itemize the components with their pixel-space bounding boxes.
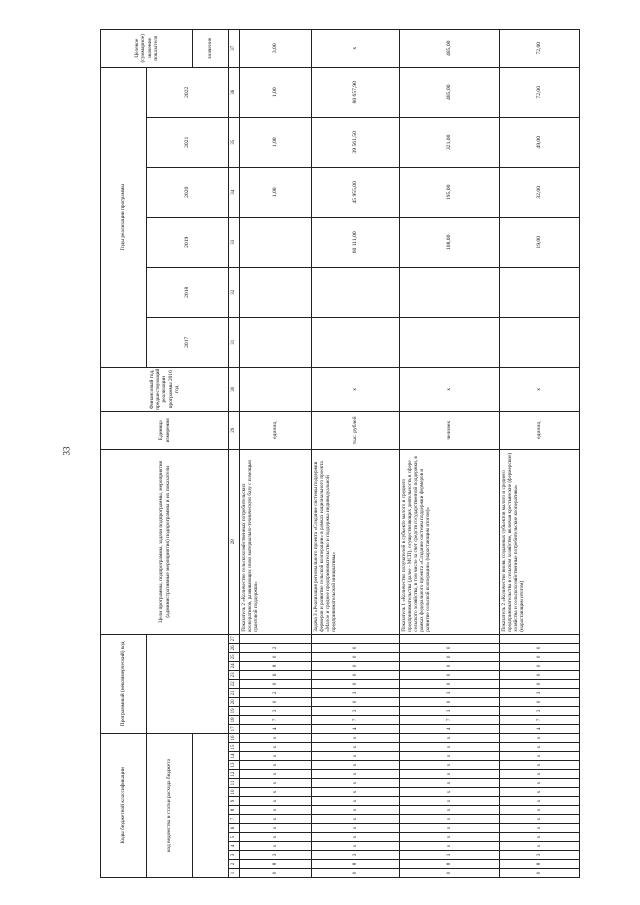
- code-cell: 8: [500, 860, 580, 869]
- row-year-value: 60 111,00: [312, 217, 400, 267]
- row-year-value: [312, 317, 400, 367]
- row-name: Показатель 2 «Количество сельскохозяйственных потребительских кооперативов, развивающих свою материально-техническую базу с помощью грантовой поддержки»: [240, 449, 312, 634]
- column-number: 34: [229, 167, 240, 217]
- row-final-value: 72,00: [500, 29, 580, 67]
- code-cell: 0: [312, 643, 400, 652]
- code-cell: 0: [312, 661, 400, 670]
- code-cell: 0: [312, 869, 400, 878]
- column-number: 11: [229, 779, 240, 788]
- code-cell: x: [312, 815, 400, 824]
- code-cell: x: [400, 842, 500, 851]
- row-year-value: 321,00: [400, 117, 500, 167]
- year-2022: 2022: [147, 67, 229, 117]
- code-cell: x: [312, 733, 400, 742]
- column-number: 36: [229, 67, 240, 117]
- code-cell: x: [240, 842, 312, 851]
- code-cell: 0: [400, 652, 500, 661]
- code-cell: 4: [400, 724, 500, 733]
- column-number: 9: [229, 797, 240, 806]
- row-year-value: 1,00: [240, 67, 312, 117]
- code-cell: 0: [312, 697, 400, 706]
- row-year-value: 72,00: [500, 67, 580, 117]
- code-cell: 4: [312, 724, 400, 733]
- code-cell: 7: [500, 715, 580, 724]
- code-cell: 0: [500, 697, 580, 706]
- code-cell: x: [312, 806, 400, 815]
- year-2018: 2018: [147, 267, 229, 317]
- code-cell: x: [500, 815, 580, 824]
- final-value-header: Целевое (суммарное) значение показателя: [101, 29, 193, 67]
- column-number: 2: [229, 860, 240, 869]
- code-cell: 8: [312, 860, 400, 869]
- column-number: 23: [229, 670, 240, 679]
- row-base-year: x: [500, 367, 580, 411]
- code-cell: x: [400, 806, 500, 815]
- code-cell: x: [500, 824, 580, 833]
- code-cell: 0: [400, 869, 500, 878]
- code-cell: x: [400, 752, 500, 761]
- code-cell: 3: [500, 688, 580, 697]
- code-cell: 8: [240, 860, 312, 869]
- code-cell: x: [240, 752, 312, 761]
- row-year-value: [400, 267, 500, 317]
- column-number: 29: [229, 411, 240, 449]
- row-unit: человек: [400, 411, 500, 449]
- row-year-value: 80 657,90: [312, 67, 400, 117]
- code-cell: 3: [400, 688, 500, 697]
- code-cell: x: [312, 797, 400, 806]
- code-cell: 0: [500, 679, 580, 688]
- row-base-year: [240, 367, 312, 411]
- code-cell: x: [240, 788, 312, 797]
- table-row: [312, 29, 400, 877]
- program-table: [100, 29, 580, 878]
- row-year-value: 19,00: [500, 217, 580, 267]
- column-number: 22: [229, 679, 240, 688]
- row-year-value: 39 561,50: [312, 117, 400, 167]
- code-cell: x: [500, 761, 580, 770]
- column-number: 4: [229, 842, 240, 851]
- code-cell: [400, 634, 500, 643]
- code-cell: x: [312, 761, 400, 770]
- column-number: 37: [229, 29, 240, 67]
- row-year-value: [240, 267, 312, 317]
- code-cell: 7: [312, 715, 400, 724]
- column-number: 12: [229, 770, 240, 779]
- code-cell: 3: [500, 706, 580, 715]
- row-base-year: x: [312, 367, 400, 411]
- code-cell: 0: [312, 652, 400, 661]
- column-number: 25: [229, 652, 240, 661]
- code-cell: x: [240, 797, 312, 806]
- code-cell: 3: [400, 851, 500, 860]
- code-cell: 0: [400, 670, 500, 679]
- row-final-value: 3,00: [240, 29, 312, 67]
- program-code-header: Программный (некоммерческий) код: [101, 634, 147, 733]
- code-cell: x: [500, 743, 580, 752]
- code-cell: [312, 634, 400, 643]
- code-cell: 8: [400, 860, 500, 869]
- row-year-value: 1,00: [240, 167, 312, 217]
- column-number: 7: [229, 815, 240, 824]
- table-row: [400, 29, 500, 877]
- code-cell: 0: [500, 652, 580, 661]
- budget-codes-header: Коды бюджетной классификации: [101, 733, 147, 877]
- column-number: 19: [229, 706, 240, 715]
- code-cell: x: [500, 797, 580, 806]
- column-number-row: [229, 29, 240, 877]
- row-year-value: [240, 217, 312, 267]
- code-cell: 0: [312, 679, 400, 688]
- column-number: 5: [229, 833, 240, 842]
- column-number: 28: [229, 449, 240, 634]
- code-cell: 0: [500, 869, 580, 878]
- year-2019: 2019: [147, 217, 229, 267]
- program-table-sheet: [100, 34, 543, 878]
- years-header: Годы реализации программы: [101, 67, 147, 367]
- row-year-value: [312, 267, 400, 317]
- code-cell: x: [500, 770, 580, 779]
- code-cell: x: [240, 743, 312, 752]
- final-value-subheader: значение: [193, 29, 229, 67]
- code-cell: x: [400, 833, 500, 842]
- code-cell: 8: [240, 661, 312, 670]
- row-unit: единиц: [500, 411, 580, 449]
- code-cell: x: [500, 752, 580, 761]
- year-2017: 2017: [147, 317, 229, 367]
- code-cell: 0: [240, 679, 312, 688]
- row-year-value: 49,00: [500, 117, 580, 167]
- code-cell: 0: [500, 643, 580, 652]
- code-cell: x: [400, 743, 500, 752]
- column-number: 6: [229, 824, 240, 833]
- column-number: 13: [229, 761, 240, 770]
- column-number: 17: [229, 724, 240, 733]
- code-cell: x: [500, 779, 580, 788]
- code-cell: x: [240, 761, 312, 770]
- code-cell: x: [240, 806, 312, 815]
- column-number: 21: [229, 688, 240, 697]
- code-cell: 0: [400, 643, 500, 652]
- row-final-value: x: [312, 29, 400, 67]
- code-cell: 0: [400, 679, 500, 688]
- column-number: 15: [229, 743, 240, 752]
- code-cell: x: [240, 815, 312, 824]
- code-cell: [500, 634, 580, 643]
- code-cell: 4: [500, 724, 580, 733]
- table-row: [500, 29, 580, 877]
- column-number: 31: [229, 317, 240, 367]
- column-number: 3: [229, 851, 240, 860]
- code-cell: 3: [312, 706, 400, 715]
- code-cell: x: [400, 761, 500, 770]
- column-number: 14: [229, 752, 240, 761]
- row-year-value: 195,00: [400, 167, 500, 217]
- column-number: 26: [229, 643, 240, 652]
- code-cell: 0: [240, 652, 312, 661]
- row-year-value: [240, 317, 312, 367]
- code-cell: x: [400, 788, 500, 797]
- code-cell: x: [400, 824, 500, 833]
- year-2021: 2021: [147, 117, 229, 167]
- code-cell: 4: [240, 724, 312, 733]
- code-cell: 3: [240, 851, 312, 860]
- code-cell: 2: [240, 688, 312, 697]
- code-cell: 0: [500, 661, 580, 670]
- row-year-value: 1,00: [240, 117, 312, 167]
- column-number: 16: [229, 733, 240, 742]
- code-cell: 3: [312, 688, 400, 697]
- row-name: Показатель 2 «Количество вновь созданных субъектов малого и среднего предпринимательства в сельском хозяйстве, включая крестьянские (фермерские) хозяйства и сельскохозяйственные потребительские кооперативы» (нарастающим итогом): [500, 449, 580, 634]
- code-cell: x: [400, 797, 500, 806]
- code-cell: 0: [312, 670, 400, 679]
- row-year-value: [400, 317, 500, 367]
- column-number: 18: [229, 715, 240, 724]
- row-year-value: 485,00: [400, 67, 500, 117]
- code-cell: x: [312, 743, 400, 752]
- column-number: 20: [229, 697, 240, 706]
- code-cell: x: [240, 733, 312, 742]
- code-cell: 2: [240, 643, 312, 652]
- code-cell: 0: [500, 670, 580, 679]
- budget-subcodes-header: код ведомства и статьи расхода бюджета: [147, 733, 193, 877]
- code-cell: 7: [400, 715, 500, 724]
- table-row: [240, 29, 312, 877]
- base-year-header: Финансовый год, предшествующий реализации программы 2016 год: [101, 367, 229, 411]
- code-cell: 3: [240, 706, 312, 715]
- code-cell: x: [312, 752, 400, 761]
- column-number: 30: [229, 367, 240, 411]
- name-header: Цели программы, подпрограммы, задачи подпрограммы, мероприятия (административные мероприятия) подпрограммы и их показатели: [101, 449, 229, 634]
- column-number: 24: [229, 661, 240, 670]
- code-cell: x: [400, 779, 500, 788]
- code-cell: x: [500, 788, 580, 797]
- column-number: 8: [229, 806, 240, 815]
- code-cell: 3: [500, 851, 580, 860]
- unit-header: Единица измерения: [101, 411, 229, 449]
- row-name: Задача 3 «Реализация регионального проекта «Создание системы поддержки фермеров и развитие сельской кооперации» в рамках национального проекта «Малое и среднее предпринимательство и поддержка индивидуальной предпринимательской инициативы»: [312, 449, 400, 634]
- code-cell: x: [500, 833, 580, 842]
- code-cell: 0: [400, 697, 500, 706]
- program-code-subheader: [147, 634, 229, 733]
- row-year-value: [500, 267, 580, 317]
- row-year-value: [500, 317, 580, 367]
- code-cell: x: [240, 770, 312, 779]
- code-cell: x: [400, 815, 500, 824]
- column-number: 1: [229, 869, 240, 878]
- row-base-year: x: [400, 367, 500, 411]
- column-number: 27: [229, 634, 240, 643]
- column-number: 33: [229, 217, 240, 267]
- year-2020: 2020: [147, 167, 229, 217]
- code-cell: x: [500, 733, 580, 742]
- code-cell: x: [240, 779, 312, 788]
- row-unit: единиц: [240, 411, 312, 449]
- code-cell: x: [312, 788, 400, 797]
- budget-subcodes-detail: [193, 733, 229, 877]
- code-cell: 6: [240, 670, 312, 679]
- row-name: Показатель 1 «Количество получателей в субъекте малого и среднего предпринимательства (далее - МСП), осуществляющих деятельность в сфере сельского хозяйства, в том числе за счет средств государственной поддержки, в рамках федерального проекта «Создание системы поддержки фермеров и развитие сельской кооперации» (нарастающим итогом)»: [400, 449, 500, 634]
- code-cell: x: [240, 833, 312, 842]
- code-cell: 3: [400, 706, 500, 715]
- code-cell: x: [312, 770, 400, 779]
- code-cell: x: [500, 806, 580, 815]
- code-cell: [240, 634, 312, 643]
- page-number: 33: [61, 446, 72, 456]
- row-year-value: 108,00: [400, 217, 500, 267]
- code-cell: 0: [240, 697, 312, 706]
- code-cell: x: [240, 824, 312, 833]
- row-unit: тыс. рублей: [312, 411, 400, 449]
- column-number: 35: [229, 117, 240, 167]
- row-final-value: 485,00: [400, 29, 500, 67]
- column-number: 32: [229, 267, 240, 317]
- row-year-value: 32,00: [500, 167, 580, 217]
- code-cell: x: [400, 733, 500, 742]
- code-cell: 0: [240, 869, 312, 878]
- column-number: 10: [229, 788, 240, 797]
- code-cell: 0: [400, 661, 500, 670]
- code-cell: 3: [312, 851, 400, 860]
- code-cell: 7: [240, 715, 312, 724]
- code-cell: x: [312, 824, 400, 833]
- code-cell: x: [312, 833, 400, 842]
- code-cell: x: [312, 842, 400, 851]
- code-cell: x: [400, 770, 500, 779]
- code-cell: x: [500, 842, 580, 851]
- row-year-value: 45 955,00: [312, 167, 400, 217]
- code-cell: x: [312, 779, 400, 788]
